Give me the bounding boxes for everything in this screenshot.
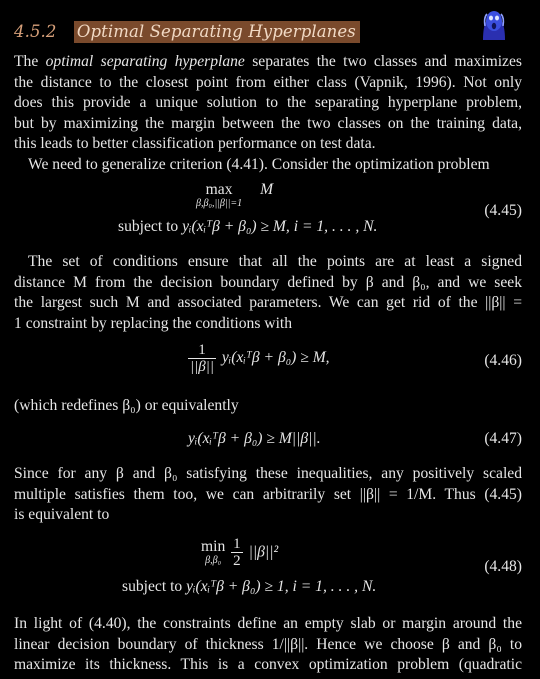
equation-number: (4.47) <box>484 430 522 447</box>
text-line: Since for any β and β₀ satisfying these inequalities, any positively scaled <box>14 465 522 482</box>
equation-4-46 <box>14 342 522 382</box>
section-number: 4.5.2 <box>14 22 57 41</box>
section-title: Optimal Separating Hyperplanes <box>74 21 360 43</box>
text-line: We need to generalize criterion (4.41). Consider the optimization problem <box>28 155 490 173</box>
text-line: distance M from the decision boundary defined by β and β₀, and we seek <box>14 273 522 291</box>
emphasis-term: optimal separating hyperplane <box>45 53 245 70</box>
text-line: does this provide a unique solution to the separating hyperplane problem, <box>14 94 522 111</box>
text-line: The optimal separating hyperplane separates the two classes and maximizes <box>14 53 522 70</box>
subject-to-label: subject to <box>122 578 187 595</box>
text-line: but by maximizing the margin between the two classes on the training data, <box>14 114 522 132</box>
paragraph-intro <box>14 52 522 175</box>
screaming-face-icon <box>476 6 512 42</box>
subject-to-label: subject to <box>118 218 183 235</box>
paragraph-conditions <box>14 252 522 334</box>
text-line: In light of (4.40), the constraints define an empty slab or margin around the <box>14 615 522 632</box>
min-operator: min <box>201 538 226 555</box>
text-line: this leads to better classification performance on test data. <box>14 135 376 152</box>
text-line: multiple satisfies them too, we can arbitrarily set ||β|| = 1/M. Thus (4.45) <box>14 485 522 503</box>
objective: ||β||² <box>248 543 279 561</box>
max-subscript: β,β₀,||β||=1 <box>196 198 243 209</box>
objective: M <box>260 181 274 198</box>
constraint: yᵢ(xᵢᵀβ + β₀) ≥ 1, i = 1, . . . , N. <box>186 578 377 595</box>
equation-number: (4.45) <box>484 202 522 219</box>
min-subscript: β,β₀ <box>205 555 222 566</box>
paragraph-slab <box>14 614 522 676</box>
paragraph-redefines <box>14 396 522 417</box>
text-line: is equivalent to <box>14 506 110 523</box>
paragraph-scaling <box>14 464 522 526</box>
fraction: $\frac{1}{2}$ <box>233 536 241 569</box>
equation-number: (4.46) <box>484 352 522 369</box>
text-line: 1 constraint by replacing the conditions with <box>14 314 293 332</box>
max-operator: max <box>205 181 233 198</box>
fraction: $\frac{1}{||\beta||}$ <box>190 342 214 375</box>
text-line: linear decision boundary of thickness 1/||β||. Hence we choose β and β₀ to <box>14 635 522 653</box>
text-line: (which redefines β₀) or equivalently <box>14 397 239 414</box>
text-line: the distance to the closest point from either class (Vapnik, 1996). Not only <box>14 73 522 91</box>
text-line: the largest such M and associated parameters. We can get rid of the ||β|| = <box>14 294 522 311</box>
equation-4-47 <box>14 430 522 452</box>
equation-4-48 <box>14 536 522 600</box>
section-heading <box>14 22 360 41</box>
text-line: The set of conditions ensure that all the points are at least a signed <box>28 253 522 270</box>
text-line: maximize its thickness. This is a convex optimization problem (quadratic <box>14 656 522 673</box>
constraint: yᵢ(xᵢᵀβ + β₀) ≥ M, <box>221 349 330 367</box>
constraint: yᵢ(xᵢᵀβ + β₀) ≥ M||β||. <box>188 430 321 447</box>
equation-4-45 <box>14 182 522 240</box>
constraint: yᵢ(xᵢᵀβ + β₀) ≥ M, i = 1, . . . , N. <box>182 218 378 235</box>
equation-number: (4.48) <box>484 558 522 575</box>
